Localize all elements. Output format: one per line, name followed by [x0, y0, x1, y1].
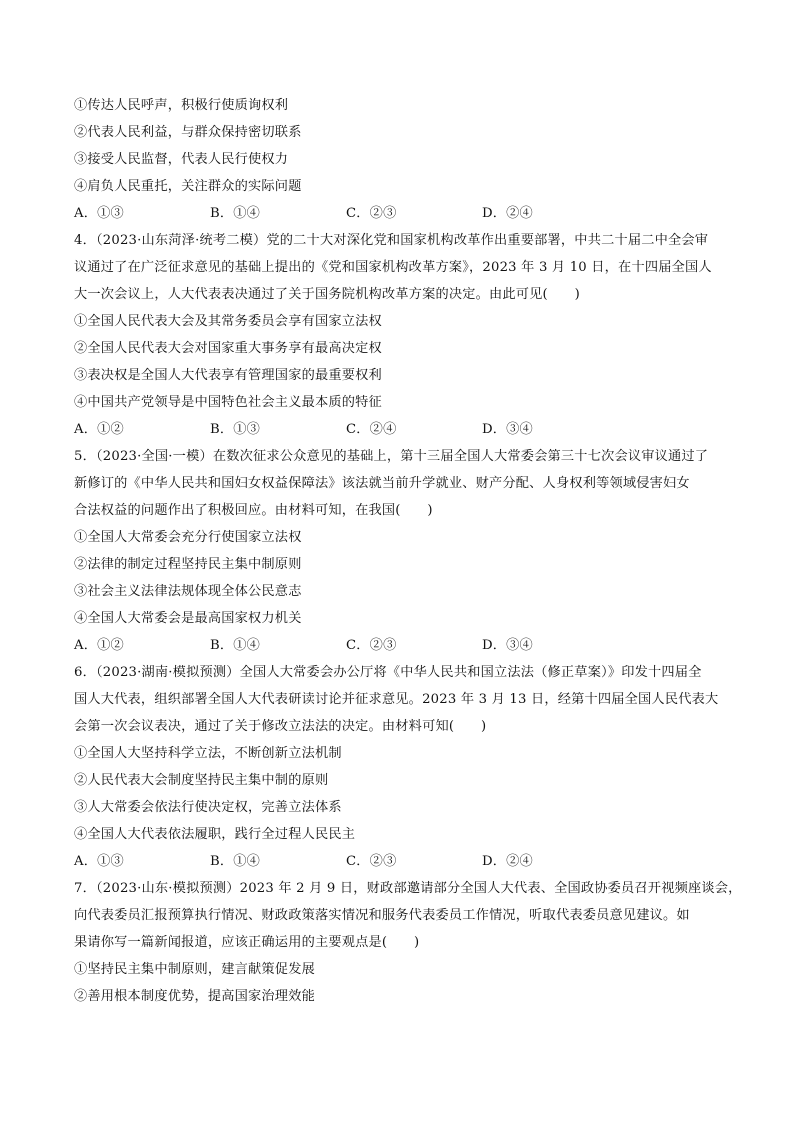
option-line: ③表决权是全国人大代表享有管理国家的最重要权利	[74, 368, 382, 383]
answer-a: A．①③	[74, 854, 124, 869]
question-7-stem	[74, 875, 742, 956]
question-5-answers	[74, 632, 724, 659]
option-line: ①全国人大坚持科学立法，不断创新立法机制	[74, 746, 342, 761]
question-4-options	[74, 308, 724, 416]
option-line: ①全国人大常委会充分行使国家立法权	[74, 530, 302, 545]
option-line: ④肩负人民重托，关注群众的实际问题	[74, 179, 302, 194]
option-line: ①传达人民呼声，积极行使质询权利	[74, 98, 289, 113]
answer-b: B．①③	[210, 422, 261, 437]
stem-line: 向代表委员汇报预算执行情况、财政政策落实情况和服务代表委员工作情况，听取代表委员意见建议。如	[74, 908, 690, 923]
question-4-stem	[74, 227, 724, 308]
question-4-answers	[74, 416, 724, 443]
option-line: ③社会主义法律法规体现全体公民意志	[74, 584, 302, 599]
option-line: ③人大常委会依法行使决定权，完善立法体系	[74, 800, 342, 815]
question-5-stem	[74, 443, 724, 524]
answer-a: A．①②	[74, 638, 124, 653]
option-line: ③接受人民监督，代表人民行使权力	[74, 152, 289, 167]
answer-c: C．②④	[346, 422, 397, 437]
question-content	[74, 92, 742, 1010]
answer-d: D．②④	[482, 854, 533, 869]
answer-c: C．②③	[346, 854, 397, 869]
question-3-answers	[74, 200, 724, 227]
question-6-options	[74, 740, 724, 848]
stem-line: 议通过了在广泛征求意见的基础上提出的《党和国家机构改革方案》，2023 年 3 月 10 日，在十四届全国人	[74, 260, 712, 275]
question-6-stem	[74, 659, 724, 740]
option-line: ④全国人大代表依法履职，践行全过程人民民主	[74, 827, 356, 842]
stem-line: 4．（2023·山东菏泽·统考二模）党的二十大对深化党和国家机构改革作出重要部署，中共二十届二中全会审	[74, 233, 709, 248]
option-line: ④中国共产党领导是中国特色社会主义最本质的特征	[74, 395, 382, 410]
stem-line: 大一次会议上，人大代表表决通过了关于国务院机构改革方案的决定。由此可见( )	[74, 287, 581, 302]
answer-c: C．②③	[346, 206, 397, 221]
stem-line: 合法权益的问题作出了积极回应。由材料可知，在我国( )	[74, 503, 433, 518]
answer-d: D．②④	[482, 206, 533, 221]
stem-line: 国人大代表，组织部署全国人大代表研读讨论并征求意见。2023 年 3 月 13 日，经第十四届全国人民代表大	[74, 692, 719, 707]
stem-line: 新修订的《中华人民共和国妇女权益保障法》该法就当前升学就业、财产分配、人身权利等领域侵害妇女	[74, 476, 690, 491]
stem-line: 7．（2023·山东·模拟预测）2023 年 2 月 9 日，财政部邀请部分全国人大代表、全国政协委员召开视频座谈会，	[74, 881, 742, 896]
stem-line: 会第一次会议表决，通过了关于修改立法法的决定。由材料可知( )	[74, 719, 487, 734]
option-line: ②代表人民利益，与群众保持密切联系	[74, 125, 302, 140]
question-5-options	[74, 524, 724, 632]
option-line: ①全国人民代表大会及其常务委员会享有国家立法权	[74, 314, 382, 329]
answer-d: D．③④	[482, 638, 533, 653]
answer-a: A．①③	[74, 206, 124, 221]
stem-line: 5．（2023·全国·一模）在数次征求公众意见的基础上，第十三届全国人大常委会第三十七次会议审议通过了	[74, 449, 709, 464]
answer-d: D．③④	[482, 422, 533, 437]
question-3-options	[74, 92, 724, 200]
option-line: ②法律的制定过程坚持民主集中制原则	[74, 557, 302, 572]
answer-b: B．①④	[210, 206, 261, 221]
stem-line: 果请你写一篇新闻报道，应该正确运用的主要观点是( )	[74, 935, 420, 950]
answer-c: C．②③	[346, 638, 397, 653]
answer-b: B．①④	[210, 854, 261, 869]
answer-a: A．①②	[74, 422, 124, 437]
stem-line: 6．（2023·湖南·模拟预测）全国人大常委会办公厅将《中华人民共和国立法法（修正草案）》印发十四届全	[74, 665, 702, 680]
question-6-answers	[74, 848, 724, 875]
answer-b: B．①④	[210, 638, 261, 653]
option-line: ①坚持民主集中制原则，建言献策促发展	[74, 962, 315, 977]
option-line: ②人民代表大会制度坚持民主集中制的原则	[74, 773, 329, 788]
option-line: ②全国人民代表大会对国家重大事务享有最高决定权	[74, 341, 382, 356]
option-line: ②善用根本制度优势，提高国家治理效能	[74, 989, 315, 1004]
question-7-options	[74, 956, 724, 1010]
option-line: ④全国人大常委会是最高国家权力机关	[74, 611, 302, 626]
